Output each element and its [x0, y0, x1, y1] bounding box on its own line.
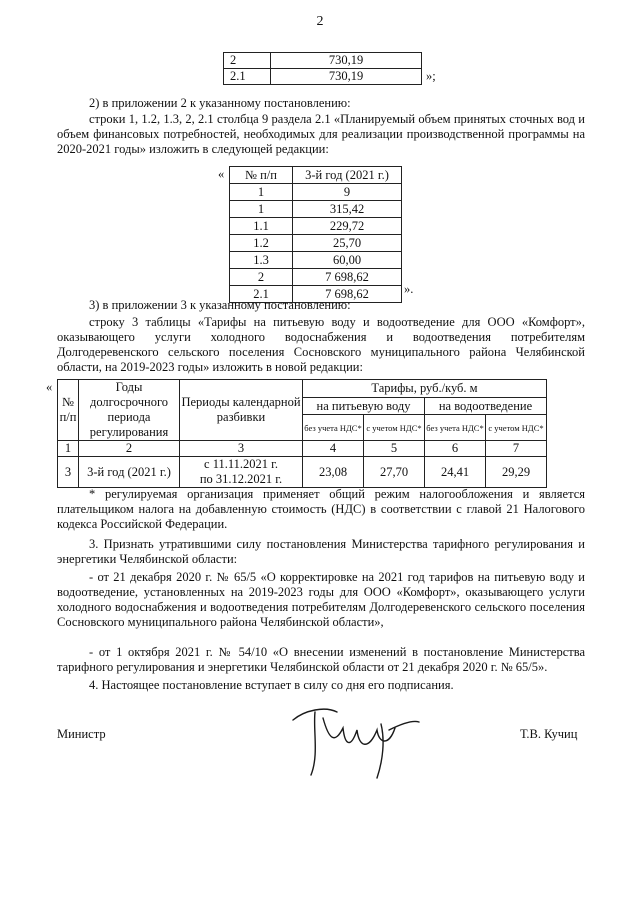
table-cell: 1	[230, 201, 293, 218]
closing-quote: »;	[426, 69, 436, 83]
table-cell: 3	[58, 457, 79, 488]
table-cell: 3-й год (2021 г.)	[79, 457, 180, 488]
table-cell: 1.3	[230, 252, 293, 269]
table-section-2-1	[229, 166, 402, 303]
table-header-row	[58, 380, 547, 398]
table-cell: 23,08	[303, 457, 364, 488]
table-cell-period	[180, 457, 303, 488]
table-cell: 730,19	[271, 69, 422, 85]
column-header-vat: с учетом НДС*	[486, 415, 547, 441]
column-number: 4	[303, 441, 364, 457]
table-row	[230, 252, 402, 269]
table-header-row	[230, 167, 402, 184]
column-header: № п/п	[230, 167, 293, 184]
column-number: 1	[58, 441, 79, 457]
table-row	[230, 201, 402, 218]
column-header-drain: на водоотведение	[425, 397, 547, 415]
table-cell: 9	[293, 184, 402, 201]
item-2-heading: 2) в приложении 2 к указанному постановлению:	[89, 96, 351, 110]
table-cell: 315,42	[293, 201, 402, 218]
tariff-table	[57, 379, 547, 488]
table-row	[58, 457, 547, 488]
table-row	[230, 184, 402, 201]
table-cell: 2.1	[230, 286, 293, 303]
closing-quote: ».	[404, 282, 414, 296]
bullet-1: - от 21 декабря 2020 г. № 65/5 «О корректировке на 2021 год тарифов на питьевую воду и водоотведение, установленных на 2019-2023 годы для ООО «Комфорт», оказывающего услуги холодного водоснабжения и водоотведения потребителям Долгодеревенского сельского поселения Сосновского муниципального района Челябинской области»,	[57, 570, 585, 629]
column-number: 6	[425, 441, 486, 457]
column-header-tariffs: Тарифы, руб./куб. м	[303, 380, 547, 398]
period-end: по 31.12.2021 г.	[199, 472, 283, 486]
column-header-years: Годы долгосрочного периода регулирования	[79, 380, 180, 441]
column-number-row	[58, 441, 547, 457]
signer-name: Т.В. Кучиц	[520, 727, 578, 741]
item-3-paragraph: 3. Признать утратившими силу постановления Министерства тарифного регулирования и энергетики Челябинской области:	[57, 537, 585, 566]
table-cell: 2.1	[224, 69, 271, 85]
item-4-paragraph: 4. Настоящее постановление вступает в силу со дня его подписания.	[89, 678, 454, 692]
column-header-no-vat: без учета НДС*	[425, 415, 486, 441]
table-cell: 2	[224, 53, 271, 69]
table-cell: 1	[230, 184, 293, 201]
table-cell: 229,72	[293, 218, 402, 235]
table-cell: 24,41	[425, 457, 486, 488]
period-start: с 11.11.2021 г.	[204, 457, 278, 471]
opening-quote: «	[218, 167, 225, 181]
item-3-text: строку 3 таблицы «Тарифы на питьевую воду и водоотведение для ООО «Комфорт», оказывающего услуги холодного водоснабжения и водоотведения потребителям Долгодеревенского сельского поселения Сосновского муниципального района Челябинской области, на 2019-2023 годы» изложить в новой редакции:	[57, 315, 585, 374]
table-cell: 730,19	[271, 53, 422, 69]
table-row	[224, 53, 422, 69]
table-cell: 27,70	[364, 457, 425, 488]
column-header-vat: с учетом НДС*	[364, 415, 425, 441]
footnote: * регулируемая организация применяет общий режим налогообложения и является плательщиком налога на добавленную стоимость (НДС) в соответствии с главой 21 Налогового кодекса Российской Федерации.	[57, 487, 585, 531]
table-row	[230, 218, 402, 235]
table-cell: 7 698,62	[293, 269, 402, 286]
table-row	[230, 269, 402, 286]
table-cell: 2	[230, 269, 293, 286]
bullet-2: - от 1 октября 2021 г. № 54/10 «О внесении изменений в постановление Министерства тарифного регулирования и энергетики Челябинской области от 21 декабря 2020 г. № 65/5».	[57, 645, 585, 674]
item-2-text: строки 1, 1.2, 1.3, 2, 2.1 столбца 9 раздела 2.1 «Планируемый объем принятых сточных вод и объем финансовых потребностей, необходимых для реализации производственной программы на 2020-2021 годы» изложить в следующей редакции:	[57, 112, 585, 156]
table-cell: 60,00	[293, 252, 402, 269]
column-header-num: № п/п	[58, 380, 79, 441]
signer-position: Министр	[57, 727, 106, 741]
column-header-no-vat: без учета НДС*	[303, 415, 364, 441]
column-number: 7	[486, 441, 547, 457]
table-cell: 1.2	[230, 235, 293, 252]
column-number: 3	[180, 441, 303, 457]
table-cell: 29,29	[486, 457, 547, 488]
column-header-periods: Периоды календарной разбивки	[180, 380, 303, 441]
item-3-heading: 3) в приложении 3 к указанному постановлению:	[89, 298, 351, 312]
table-cell: 1.1	[230, 218, 293, 235]
column-number: 2	[79, 441, 180, 457]
table-row	[230, 235, 402, 252]
table-continuation	[223, 52, 422, 85]
table-cell: 25,70	[293, 235, 402, 252]
column-header: 3-й год (2021 г.)	[293, 167, 402, 184]
page-number: 2	[316, 14, 324, 29]
column-header-water: на питьевую воду	[303, 397, 425, 415]
table-cell: 7 698,62	[293, 286, 402, 303]
column-number: 5	[364, 441, 425, 457]
opening-quote: «	[46, 380, 53, 394]
handwritten-signature	[285, 700, 425, 780]
table-row	[224, 69, 422, 85]
